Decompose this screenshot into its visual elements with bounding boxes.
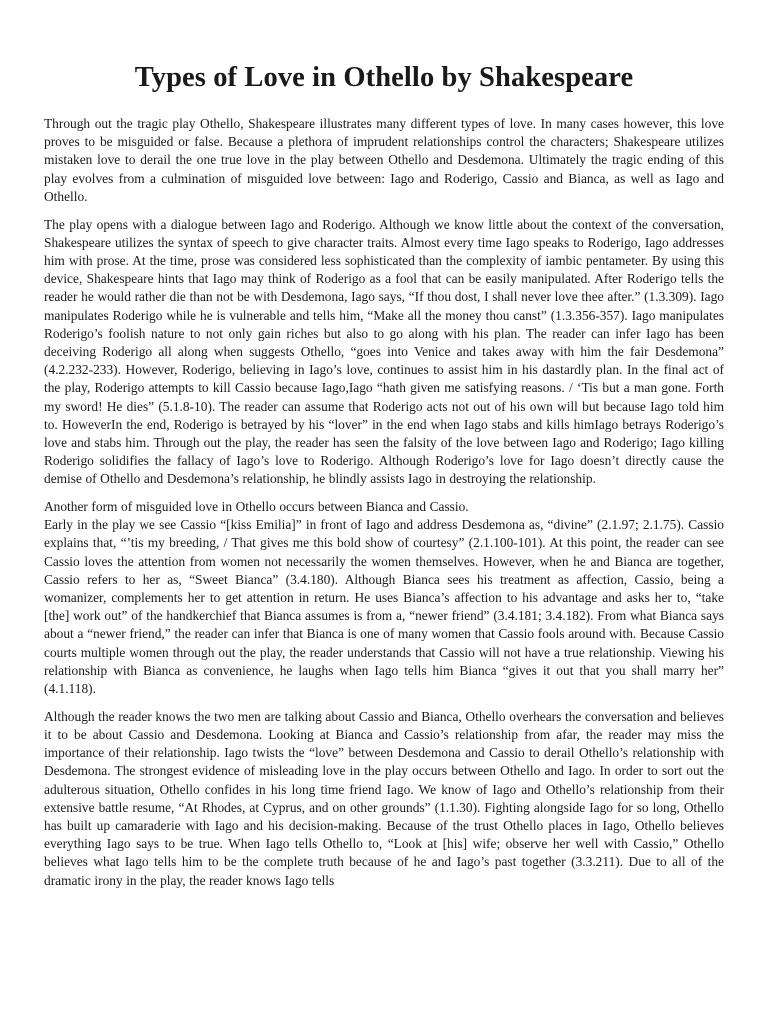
document-title: Types of Love in Othello by Shakespeare (134, 62, 634, 93)
paragraph-bianca-cassio-lead: Another form of misguided love in Othello occurs between Bianca and Cassio. (44, 499, 469, 515)
paragraph-iago-roderigo: The play opens with a dialogue between Iago and Roderigo. Although we know little about the context of the conversation, Shakespeare utilizes the syntax of speech to give character traits. Almost every time Iago speaks to Roderigo, Iago addresses him with prose. At the time, prose was considered less sophisticated than the complexity of iambic pentameter. By using this device, Shakespeare hints that Iago may think of Roderigo as a fool that can be easily manipulated. After Roderigo tells the reader he would rather die than not be with Desdemona, Iago says, “If thou dost, I shall never love thee after.” (1.3.309). Iago manipulates Roderigo while he is vulnerable and tells him, “Make all the money thou canst” (1.3.356-357). Iago manipulates Roderigo’s foolish nature to not only gain riches but also to go along with his plan. The reader can infer Iago has been deceiving Roderigo all along when suggests Othello, “goes into Venice and takes away with him the fair Desdemona” (4.2.232-233). However, Roderigo, believing in Iago’s love, continues to assist him in his dastardly plan. In the final act of the play, Roderigo attempts to kill Cassio because Iago,Iago “hath given me satisfying reasons. / ‘Tis but a man gone. Forth my sword! He dies” (5.1.8-10). The reader can assume that Roderigo acts not out of his own will but because Iago told him to. HoweverIn the end, Roderigo is betrayed by his “lover” in the end when Iago stabs and kills himIago betrays Roderigo’s love and stabs him. Through out the play, the reader has seen the falsity of the love between Iago and Roderigo; Iago killing Roderigo solidifies the fallacy of Iago’s love to Roderigo. Although Roderigo’s love for Iago doesn’t directly cause the demise of Othello and Desdemona’s relationship, he blindly assists Iago in destroying the relationship. (44, 216, 724, 487)
paragraph-bianca-cassio: Early in the play we see Cassio “[kiss Emilia]” in front of Iago and address Desdemona as, “divine” (2.1.97; 2.1.75). Cassio explains that, “’tis my breeding, / That gives me this bold show of courtesy” (2.1.100-101). At this point, the reader can see Cassio loves the attention from women not necessarily the women themselves. However, when he and Bianca are together, Cassio refers to her as, “Sweet Bianca” (3.4.180). Although Bianca sees his treatment as affection, Cassio, being a womanizer, complements her to get attention in return. He uses Bianca’s affection to his advantage and asks her to, “take [the] work out” of the handkerchief that Bianca assumes is from a, “newer friend” (3.4.181; 3.4.182). From what Bianca says about a “newer friend,” the reader can infer that Bianca is one of many women that Cassio fools around with. Because Cassio courts multiple women through out the play, the reader understands that Cassio will not have a true relationship. Viewing his relationship with Bianca as convenience, he laughs when Iago tells him Bianca “gives it out that you shall marry her” (4.1.118). (44, 517, 724, 697)
paragraph-othello-iago: Although the reader knows the two men are talking about Cassio and Bianca, Othello overhears the conversation and believes it to be about Cassio and Desdemona. Looking at Bianca and Cassio’s relationship from afar, the reader may miss the importance of their relationship. Iago twists the “love” between Desdemona and Cassio to derail Othello’s relationship with Desdemona. The strongest evidence of misleading love in the play occurs between Othello and Iago. In order to sort out the adulterous situation, Othello confides in his long time friend Iago. We know of Iago and Othello’s relationship from their extensive battle resume, “At Rhodes, at Cyprus, and on other grounds” (1.1.30). Fighting alongside Iago for so long, Othello has built up camaraderie with Iago and his decision-making. Because of the trust Othello places in Iago, Othello believes everything Iago says to be true. When Iago tells Othello to, “Look at [his] wife; observe her well with Cassio,” Othello believes what Iago tells him to be the complete truth because of he and Iago’s past together (3.3.211). Due to all of the dramatic irony in the play, the reader knows Iago tells (44, 708, 724, 888)
paragraph-intro: Through out the tragic play Othello, Shakespeare illustrates many different types of love. In many cases however, this love proves to be misguided or false. Because a plethora of imprudent relationships control the characters; Shakespeare utilizes mistaken love to derail the one true love in the play between Othello and Desdemona. Ultimately the tragic ending of this play evolves from a culmination of misguided love between: Iago and Roderigo, Cassio and Bianca, as well as Iago and Othello. (44, 116, 724, 204)
document-body (44, 115, 724, 899)
